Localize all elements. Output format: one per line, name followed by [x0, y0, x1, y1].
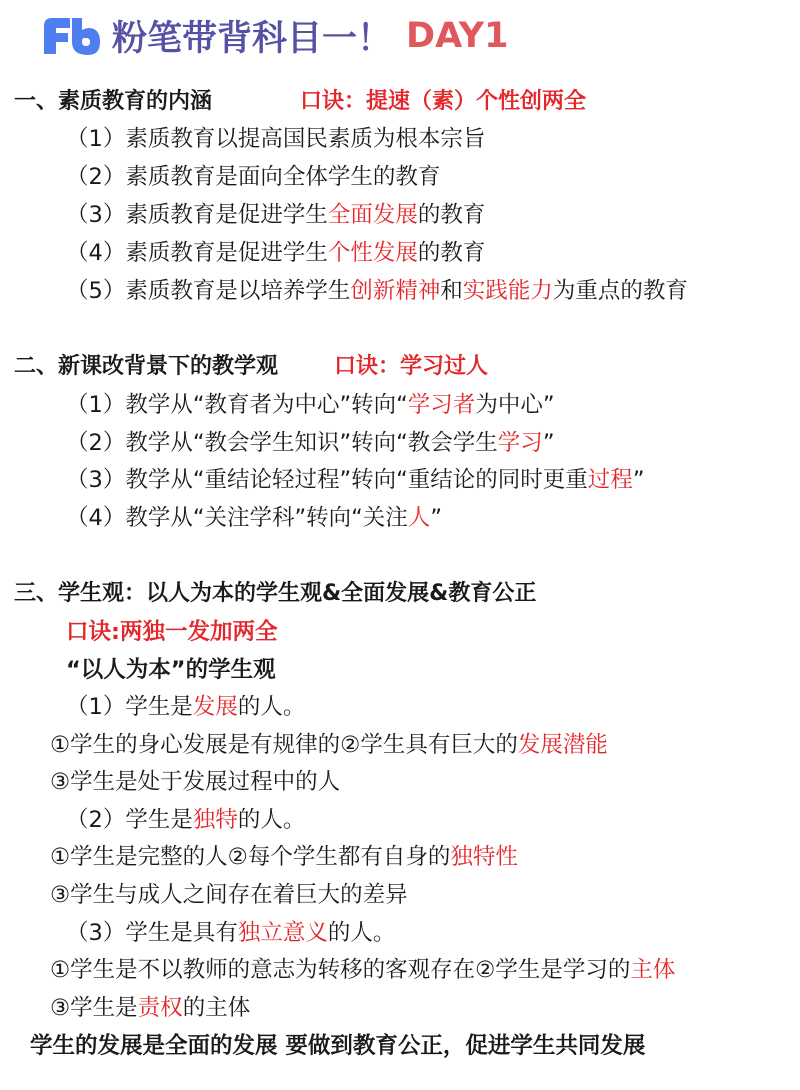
text-line: [66, 503, 442, 533]
text-segment: ”: [542, 430, 555, 456]
highlighted-text: 独立意义: [237, 920, 328, 946]
highlighted-text: 独特: [192, 807, 238, 833]
text-segment: （2）素质教育是面向全体学生的教育: [66, 164, 441, 190]
text-segment: 和: [440, 278, 463, 304]
page-title: 粉笔带背科目一！: [112, 19, 393, 59]
text-line: [66, 918, 395, 948]
highlighted-text: 学习: [497, 430, 543, 456]
text-line: [50, 842, 518, 872]
highlighted-text: 人: [407, 505, 431, 531]
text-segment: ③学生与成人之间存在着巨大的差异: [50, 882, 408, 908]
text-segment: 的主体: [182, 995, 251, 1021]
highlighted-text: 过程: [587, 467, 633, 493]
text-line: [66, 238, 485, 268]
text-segment: ”: [430, 505, 442, 531]
highlighted-text: 全面发展: [327, 202, 418, 228]
highlighted-text: 口诀：学习过人: [334, 354, 489, 379]
highlighted-text: 主体: [630, 957, 676, 983]
section-heading: [14, 352, 488, 382]
text-segment: 的人。: [327, 920, 396, 946]
text-segment: （2）学生是: [66, 807, 193, 833]
text-segment: 为中心”: [475, 392, 555, 418]
text-line: [66, 655, 276, 685]
highlighted-text: 学习者: [407, 392, 476, 418]
text-line: [50, 880, 408, 910]
highlighted-text: 个性发展: [327, 240, 418, 266]
text-segment: 的人。: [237, 694, 306, 720]
highlighted-text: 实践能力: [462, 278, 553, 304]
text-segment: （3）学生是具有: [66, 920, 238, 946]
text-segment: ①学生的身心发展是有规律的②学生具有巨大的: [50, 732, 518, 758]
text-segment: （1）学生是: [66, 694, 193, 720]
text-line: [50, 993, 250, 1023]
text-segment: ①学生是完整的人②每个学生都有自身的: [50, 844, 451, 870]
section-heading: [14, 579, 536, 609]
highlighted-text: 发展潜能: [517, 732, 608, 758]
text-line: [66, 390, 554, 420]
text-segment: 的教育: [417, 240, 486, 266]
text-line: [66, 692, 305, 722]
text-segment: 学生的发展是全面的发展 要做到教育公正，促进学生共同发展: [30, 1033, 646, 1059]
highlighted-text: 责权: [137, 995, 183, 1021]
page-header: [40, 10, 509, 62]
text-segment: ③学生是: [50, 995, 138, 1021]
day-label: DAY1: [406, 16, 509, 56]
text-segment: “以人为本”的学生观: [66, 657, 276, 683]
text-segment: 一、素质教育的内涵: [14, 89, 213, 114]
text-line: [66, 276, 688, 306]
section-heading: [14, 87, 586, 117]
text-line: [66, 124, 485, 154]
text-segment: （3）教学从“重结论轻过程”转向“重结论的同时更重: [66, 467, 588, 493]
highlighted-text: 发展: [192, 694, 238, 720]
text-segment: 二、新课改背景下的教学观: [14, 354, 279, 379]
text-segment: （2）教学从“教会学生知识”转向“教会学生: [66, 430, 498, 456]
text-segment: ③学生是处于发展过程中的人: [50, 769, 341, 795]
text-segment: （5）素质教育是以培养学生: [66, 278, 351, 304]
text-segment: （4）教学从“关注学科”转向“关注: [66, 505, 408, 531]
fenbi-logo-icon: [40, 14, 102, 58]
text-line: [66, 617, 278, 647]
text-segment: 三、学生观：以人为本的学生观&全面发展&教育公正: [14, 581, 537, 606]
text-line: [66, 200, 485, 230]
text-line: [66, 805, 305, 835]
text-segment: 的人。: [237, 807, 306, 833]
highlighted-text: 口诀：提速（素）个性创两全: [300, 89, 587, 114]
text-line: [66, 465, 644, 495]
text-line: [50, 730, 608, 760]
text-line: [66, 428, 554, 458]
text-segment: ”: [632, 467, 645, 493]
text-line: [50, 955, 675, 985]
text-segment: （4）素质教育是促进学生: [66, 240, 328, 266]
text-segment: （3）素质教育是促进学生: [66, 202, 328, 228]
text-segment: 的教育: [417, 202, 486, 228]
text-segment: 为重点的教育: [552, 278, 688, 304]
highlighted-text: 口诀:两独一发加两全: [66, 619, 278, 645]
text-segment: ①学生是不以教师的意志为转移的客观存在②学生是学习的: [50, 957, 631, 983]
highlighted-text: 创新精神: [350, 278, 441, 304]
text-segment: （1）教学从“教育者为中心”转向“: [66, 392, 408, 418]
text-line: [30, 1031, 645, 1061]
text-line: [50, 767, 340, 797]
text-segment: （1）素质教育以提高国民素质为根本宗旨: [66, 126, 486, 152]
text-line: [66, 162, 440, 192]
highlighted-text: 独特性: [450, 844, 518, 870]
